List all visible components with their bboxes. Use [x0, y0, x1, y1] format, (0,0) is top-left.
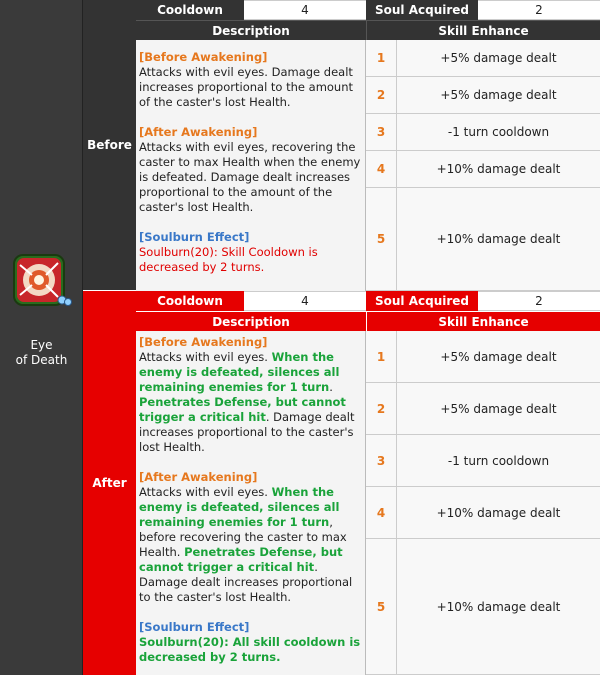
after-after-awakening-title: [After Awakening] — [139, 470, 258, 484]
text-segment: . — [329, 380, 333, 394]
enhance-text: +5% damage dealt — [440, 51, 557, 65]
enhance-level: 2 — [366, 77, 397, 113]
highlight-segment: When the enemy is defeated, silences all remaining enemies for 1 turn — [139, 485, 340, 529]
after-before-awakening-text — [139, 350, 362, 455]
after-soulburn-text: Soulburn(20): All skill cooldown is decreased by 2 turns. — [139, 635, 361, 664]
enhance-level: 2 — [366, 383, 397, 434]
after-enhance-header: Skill Enhance — [366, 311, 600, 331]
enhance-level: 5 — [366, 188, 397, 290]
text-segment: Attacks with evil eyes. — [139, 485, 272, 499]
before-after-awakening-text: Attacks with evil eyes, recovering the caster to max Health when the enemy is defeated. Damage dealt increases proportional to the amount of the caster's lost Health. — [139, 140, 361, 214]
before-soul-value: 2 — [478, 0, 600, 20]
text-segment: . Damage dealt increases proportional to the caster's lost Health. — [139, 410, 355, 454]
enhance-text: -1 turn cooldown — [447, 453, 550, 468]
skill-name-line2: of Death — [15, 353, 68, 367]
before-enhance-row — [366, 77, 600, 114]
enhance-level: 1 — [366, 40, 397, 76]
after-enhance-row — [366, 383, 600, 435]
after-before-awakening-title: [Before Awakening] — [139, 335, 268, 349]
text-segment: Attacks with evil eyes. — [139, 350, 272, 364]
after-label: After — [83, 291, 136, 675]
enhance-text: +5% damage dealt — [440, 349, 557, 364]
before-enhance-row — [366, 188, 600, 291]
skill-name — [0, 338, 83, 368]
enhance-text: +5% damage dealt — [440, 401, 557, 416]
skill-name-line1: Eye — [30, 338, 53, 352]
after-soul-value: 2 — [478, 291, 600, 311]
enhance-level: 4 — [366, 151, 397, 187]
before-description — [136, 40, 366, 291]
after-enhance-row — [366, 331, 600, 383]
enhance-level: 3 — [366, 114, 397, 150]
enhance-text: +10% damage dealt — [436, 505, 561, 520]
after-soul-header: Soul Acquired — [366, 291, 478, 311]
after-description — [136, 331, 366, 675]
enhance-level: 4 — [366, 487, 397, 538]
before-soulburn-title: [Soulburn Effect] — [139, 230, 250, 244]
before-soulburn-text: Soulburn(20): Skill Cooldown is decreased by 2 turns. — [139, 245, 318, 274]
after-soulburn-title: [Soulburn Effect] — [139, 620, 250, 634]
after-enhance-row — [366, 539, 600, 675]
eye-of-death-skill-icon — [12, 253, 72, 311]
before-cooldown-value: 4 — [244, 0, 366, 20]
enhance-text: +10% damage dealt — [436, 599, 561, 614]
enhance-text: +5% damage dealt — [440, 88, 557, 102]
before-label: Before — [83, 0, 136, 291]
after-after-awakening-text — [139, 485, 362, 605]
enhance-text: -1 turn cooldown — [447, 125, 550, 139]
before-before-awakening-title: [Before Awakening] — [139, 50, 268, 64]
after-enhance-row — [366, 487, 600, 539]
enhance-text: +10% damage dealt — [436, 162, 561, 176]
after-cooldown-header: Cooldown — [136, 291, 244, 311]
before-before-awakening-text: Attacks with evil eyes. Damage dealt increases proportional to the amount of the caster's lost Health. — [139, 65, 354, 109]
after-description-header: Description — [136, 311, 366, 331]
before-description-header: Description — [136, 20, 366, 40]
text-segment: . Damage dealt increases proportional to the caster's lost Health. — [139, 560, 353, 604]
before-enhance-header: Skill Enhance — [366, 20, 600, 40]
enhance-level: 3 — [366, 435, 397, 486]
enhance-text: +10% damage dealt — [436, 232, 561, 246]
before-enhance-row — [366, 40, 600, 77]
highlight-segment: Penetrates Defense, but cannot trigger a critical hit — [139, 395, 346, 424]
enhance-level: 5 — [366, 539, 397, 674]
before-soul-header: Soul Acquired — [366, 0, 478, 20]
highlight-segment: When the enemy is defeated, silences all remaining enemies for 1 turn — [139, 350, 340, 394]
enhance-level: 1 — [366, 331, 397, 382]
after-cooldown-value: 4 — [244, 291, 366, 311]
text-segment: , before recovering the caster to max Health. — [139, 515, 347, 559]
before-after-awakening-title: [After Awakening] — [139, 125, 258, 139]
after-enhance-row — [366, 435, 600, 487]
before-enhance-row — [366, 114, 600, 151]
before-cooldown-header: Cooldown — [136, 0, 244, 20]
highlight-segment: Penetrates Defense, but cannot trigger a critical hit — [139, 545, 343, 574]
before-enhance-row — [366, 151, 600, 188]
